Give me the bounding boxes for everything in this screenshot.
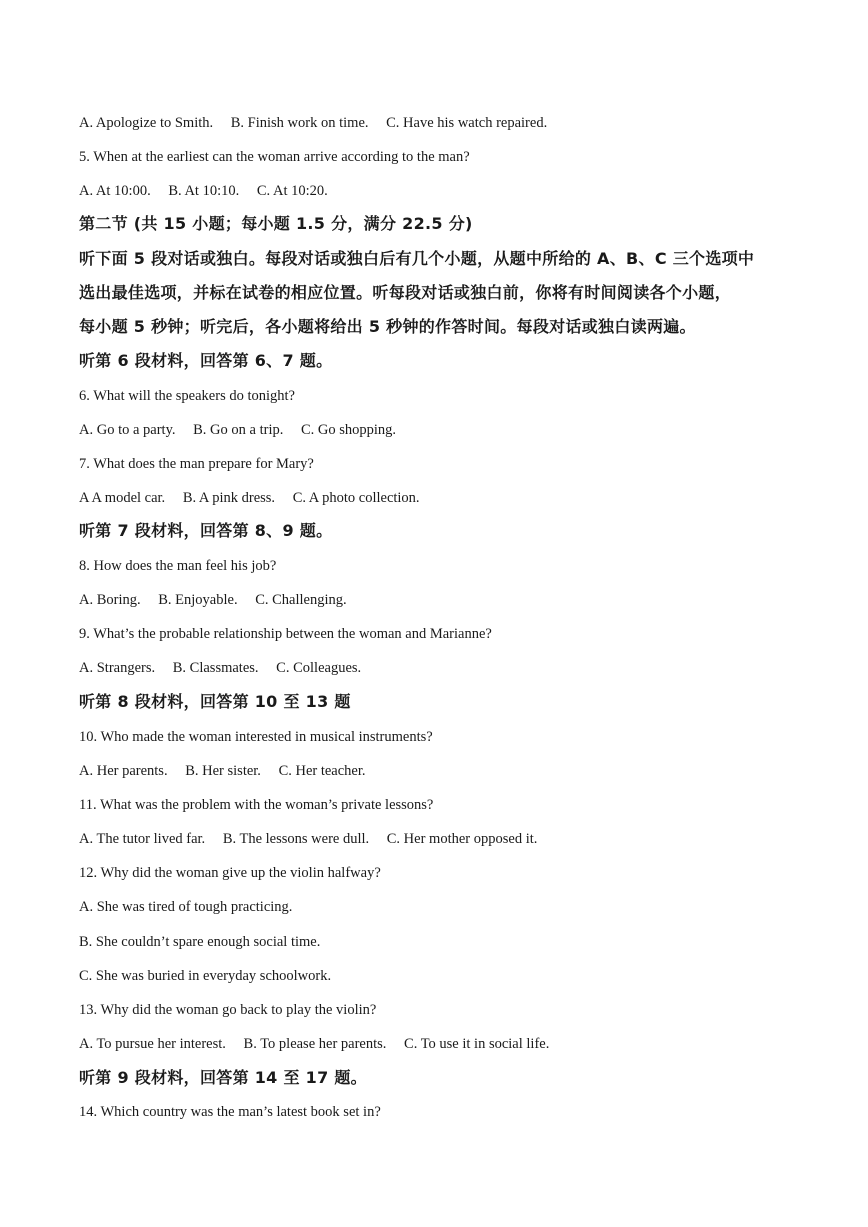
q10-options [79,761,798,781]
q7-question: 7. What does the man prepare for Mary? [79,456,314,472]
section2-heading: 第二节 (共 15 小题；每小题 1.5 分，满分 22.5 分) [79,214,473,233]
q14-question: 14. Which country was the man’s latest book set in? [79,1104,381,1120]
q11-options [79,829,798,849]
q10-question: 10. Who made the woman interested in musical instruments? [79,729,433,745]
q13-option-b: B. To please her parents. [243,1036,387,1052]
q13-option-c: C. To use it in social life. [404,1036,550,1052]
q10-option-a: A. Her parents. [79,763,168,779]
q8-options [79,590,798,610]
q6-option-c: C. Go shopping. [300,422,397,438]
q4-option-b: B. Finish work on time. [230,115,369,131]
q8-option-c: C. Challenging. [255,592,347,608]
q11-option-a: A. The tutor lived far. [79,831,206,847]
q7-option-c: C. A photo collection. [292,490,420,506]
q13-options [79,1034,798,1054]
q8-question: 8. How does the man feel his job? [79,558,277,574]
q4-option-a: A. Apologize to Smith. [79,115,214,131]
q6-question: 6. What will the speakers do tonight? [79,388,295,404]
material9-heading: 听第 9 段材料，回答第 14 至 17 题。 [79,1068,367,1087]
q5-option-b: B. At 10:10. [168,183,240,199]
q7-option-a: A A model car. [79,490,166,506]
material7-heading: 听第 7 段材料，回答第 8、9 题。 [79,521,333,540]
q5-options [79,181,798,201]
q7-option-b: B. A pink dress. [182,490,276,506]
q4-option-c: C. Have his watch repaired. [386,115,548,131]
material6-heading: 听第 6 段材料，回答第 6、7 题。 [79,351,333,370]
section2-instruction-3: 每小题 5 秒钟；听完后，各小题将给出 5 秒钟的作答时间。每段对话或独白读两遍。 [79,317,696,336]
q13-question: 13. Why did the woman go back to play the violin? [79,1002,377,1018]
q13-option-a: A. To pursue her interest. [79,1036,226,1052]
q5-question: 5. When at the earliest can the woman arrive according to the man? [79,149,470,165]
q12-option-a: A. She was tired of tough practicing. [79,899,293,915]
q9-option-c: C. Colleagues. [276,660,362,676]
q10-option-c: C. Her teacher. [278,763,366,779]
q5-option-c: C. At 10:20. [256,183,328,199]
q12-option-c: C. She was buried in everyday schoolwork. [79,968,332,984]
q4-options [79,113,798,133]
q8-option-a: A. Boring. [79,592,141,608]
section2-instruction-1: 听下面 5 段对话或独白。每段对话或独白后有几个小题，从题中所给的 A、B、C 三个选项中 [79,249,755,268]
section2-instruction-2: 选出最佳选项，并标在试卷的相应位置。听每段对话或独白前，你将有时间阅读各个小题， [79,283,732,302]
q11-option-c: C. Her mother opposed it. [386,831,538,847]
q11-option-b: B. The lessons were dull. [222,831,370,847]
q10-option-b: B. Her sister. [185,763,261,779]
q5-option-a: A. At 10:00. [79,183,151,199]
q9-question: 9. What’s the probable relationship between the woman and Marianne? [79,626,492,642]
q9-option-a: A. Strangers. [79,660,156,676]
q6-option-a: A. Go to a party. [79,422,176,438]
q6-options [79,420,798,440]
q12-option-b: B. She couldn’t spare enough social time. [79,934,321,950]
q9-option-b: B. Classmates. [172,660,259,676]
q11-question: 11. What was the problem with the woman’s private lessons? [79,797,434,813]
q12-question: 12. Why did the woman give up the violin halfway? [79,865,381,881]
q7-options [79,488,798,508]
q6-option-b: B. Go on a trip. [193,422,284,438]
material8-heading: 听第 8 段材料，回答第 10 至 13 题 [79,692,351,711]
q9-options [79,658,798,678]
q8-option-b: B. Enjoyable. [158,592,238,608]
